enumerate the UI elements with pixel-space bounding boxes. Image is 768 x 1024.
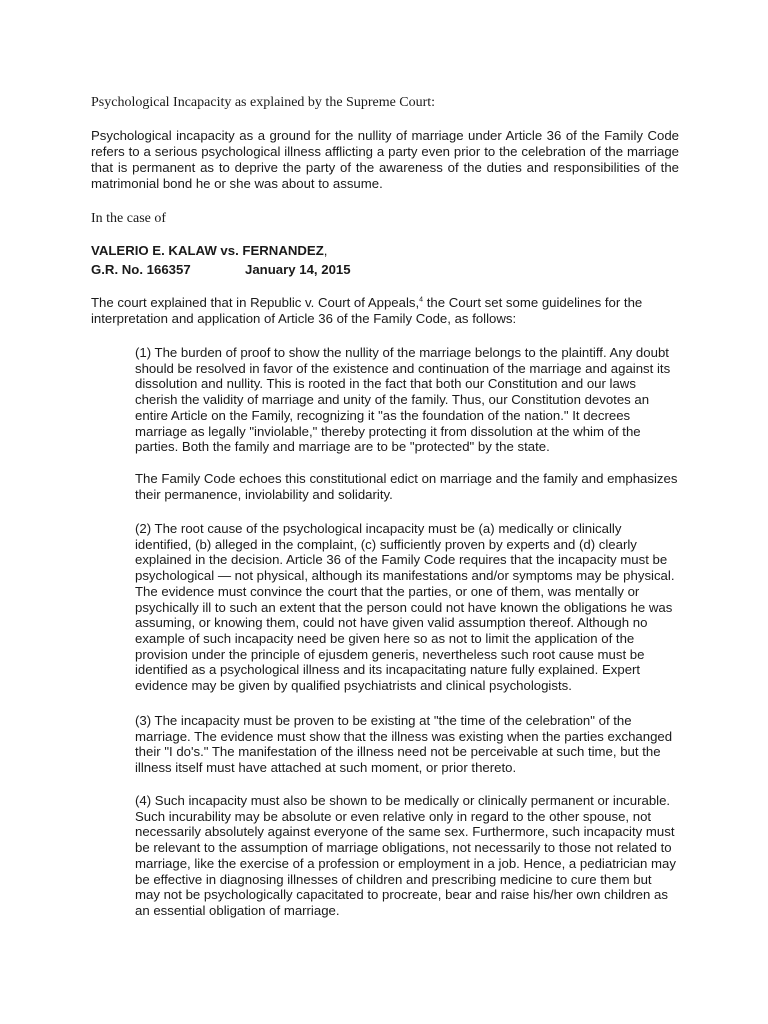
document-heading: Psychological Incapacity as explained by the Supreme Court: <box>91 95 436 110</box>
case-title-text: VALERIO E. KALAW vs. FERNANDEZ <box>91 243 324 258</box>
guideline-4: (4) Such incapacity must also be shown to be medically or clinically permanent or incurable. Such incurability may be absolute or even relative only in regard to the other spouse, not necessarily absolutely against everyone of the same sex. Furthermore, such incapacity must be relevant to the assumption of marriage obligations, not necessarily to those not related to marriage, like the exercise of a profession or employment in a job. Hence, a pediatrician may be effective in diagnosing illnesses of children and prescribing medicine to cure them but may not be psychologically capacitated to procreate, bear and raise his/her own children as an essential obligation of marriage. <box>135 793 676 918</box>
case-date: January 14, 2015 <box>245 262 351 277</box>
guideline-2: (2) The root cause of the psychological incapacity must be (a) medically or clinically identified, (b) alleged in the complaint, (c) sufficiently proven by experts and (d) clearly explained in the decision. Article 36 of the Family Code requires that the incapacity must be psychological — not physical, although its manifestations and/or symptoms may be physical. The evidence must convince the court that the parties, or one of them, was mentally or psychically ill to such an extent that the person could not have known the obligations he was assuming, or knowing them, could not have given valid assumption thereof. Although no example of such incapacity need be given here so as not to limit the application of the provision under the principle of ejusdem generis, nevertheless such root cause must be identified as a psychological illness and its incapacitating nature fully explained. Expert evidence may be given by qualified psychiatrists and clinical psychologists. <box>135 521 675 694</box>
footnote-marker: 4 <box>419 296 424 304</box>
explanation-text-part1: The court explained that in Republic v. Court of Appeals, <box>91 295 420 310</box>
case-title-comma: , <box>323 243 328 258</box>
case-title <box>91 243 327 259</box>
guideline-3: (3) The incapacity must be proven to be existing at "the time of the celebration" of the marriage. The evidence must show that the illness was existing when the parties exchanged their "I do's." The manifestation of the illness need not be perceivable at such time, but the illness itself must have attached at such moment, or prior thereto. <box>135 713 673 776</box>
explanation-paragraph <box>91 295 679 327</box>
guideline-1-continued: The Family Code echoes this constitutional edict on marriage and the family and emphasizes their permanence, inviolability and solidarity. <box>135 471 678 502</box>
intro-paragraph: Psychological incapacity as a ground for the nullity of marriage under Article 36 of the Family Code refers to a serious psychological illness afflicting a party even prior to the celebration of the marriage that is permanent as to deprive the party of the awareness of the duties and responsibilities of the matrimonial bond he or she was about to assume. <box>91 128 679 191</box>
guideline-1: (1) The burden of proof to show the nullity of the marriage belongs to the plaintiff. Any doubt should be resolved in favor of the existence and continuation of the marriage and against its dissolution and nullity. This is rooted in the fact that both our Constitution and our laws cherish the validity of marriage and unity of the family. Thus, our Constitution devotes an entire Article on the Family, recognizing it "as the foundation of the nation." It decrees marriage as legally "inviolable," thereby protecting it from dissolution at the whim of the parties. Both the family and marriage are to be "protected" by the state. <box>135 345 671 455</box>
case-intro-text: In the case of <box>91 211 167 226</box>
explanation-text-part2: the Court set some guidelines for the interpretation and application of Article 36 of the Family Code, as follows: <box>91 295 643 326</box>
case-number: G.R. No. 166357 <box>91 262 191 277</box>
